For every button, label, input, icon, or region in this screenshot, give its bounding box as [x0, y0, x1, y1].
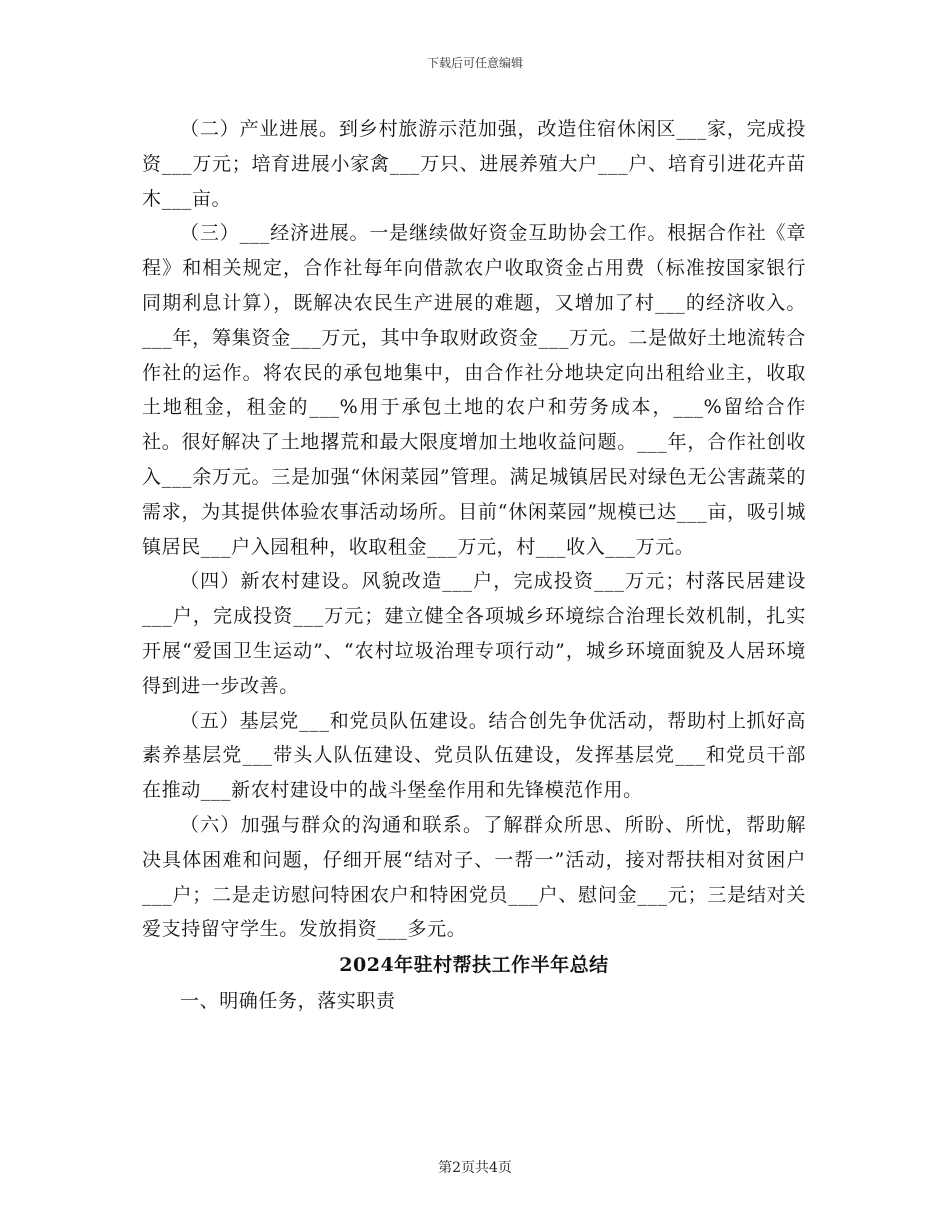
page-header: 下载后可任意编辑	[426, 56, 523, 70]
document-body	[142, 112, 806, 1019]
paragraph-communication: （六）加强与群众的沟通和联系。了解群众所思、所盼、所忧，帮助解决具体困难和问题，仔细开展“结对子、一帮一”活动，接对帮扶相对贫困户___户；二是走访慰问特困农户和特困党员___户、慰问金___元；三是结对关爱支持留守学生。发放捐资___多元。	[142, 813, 806, 941]
paragraph-party-building: （五）基层党___和党员队伍建设。结合创先争优活动，帮助村上抓好高素养基层党___带头人队伍建设、党员队伍建设，发挥基层党___和党员干部在推动___新农村建设中的战斗堡垒作用和先锋模范作用。	[142, 709, 806, 802]
paragraph-industry: （二）产业进展。到乡村旅游示范加强，改造住宿休闲区___家，完成投资___万元；培育进展小家禽___万只、进展养殖大户___户、培育引进花卉苗木___亩。	[142, 118, 806, 210]
section-heading: 一、明确任务，落实职责	[180, 990, 396, 1013]
page-footer: 第2页共4页	[438, 1160, 512, 1176]
paragraph-new-village: （四）新农村建设。风貌改造___户，完成投资___万元；村落民居建设___户，完成投资___万元；建立健全各项城乡环境综合治理长效机制，扎实开展“爱国卫生运动”、“农村垃圾治理专项行动”，城乡环境面貌及人居环境得到进一步改善。	[142, 570, 806, 697]
paragraph-economy: （三）___经济进展。一是继续做好资金互助协会工作。根据合作社《章程》和相关规定，合作社每年向借款农户收取资金占用费（标准按国家银行同期利息计算），既解决农民生产进展的难题，又增加了村___的经济收入。___年，筹集资金___万元，其中争取财政资金___万元。二是做好土地流转合作社的运作。将农民的承包地集中，由合作社分地块定向出租给业主，收取土地租金，租金的___%用于承包土地的农户和劳务成本，___%留给合作社。很好解决了土地撂荒和最大限度增加土地收益问题。___年，合作社创收入___余万元。三是加强“休闲菜园”管理。满足城镇居民对绿色无公害蔬菜的需求，为其提供体验农事活动场所。目前“休闲菜园”规模已达___亩，吸引城镇居民___户入园租种，收取租金___万元，村___收入___万元。	[142, 222, 806, 558]
section-title: 2024年驻村帮扶工作半年总结	[339, 954, 609, 977]
